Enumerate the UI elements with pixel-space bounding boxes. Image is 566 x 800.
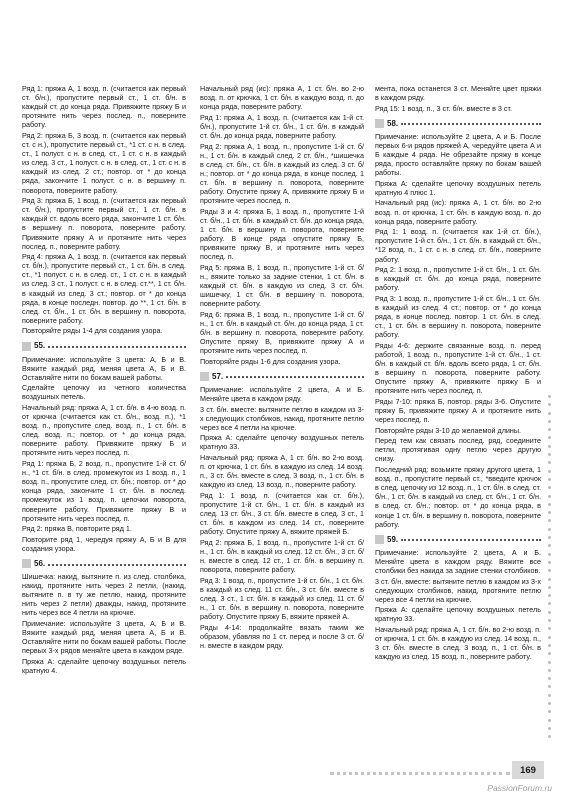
decorative-dot [548, 528, 551, 531]
section-marker-icon [22, 559, 31, 568]
decorative-dot [548, 619, 551, 622]
paragraph: Пряжа А: сделайте цепочку воздушных петель кратную 33. [200, 433, 364, 452]
decorative-dot [548, 677, 551, 680]
decorative-dot [548, 578, 551, 581]
paragraph: Ряд 1: 1 возд. п. (считается как 1-й ст. б/н.), пропустите 1-й ст. б/н., 1 ст. б/н. в каждый ст. б/н., *12 возд. п., 1 ст. с н. в след. ст. б/н., поверните работу. [375, 227, 541, 264]
decorative-dot [548, 627, 551, 630]
decorative-dot [548, 553, 551, 556]
paragraph: Пряжа А: сделайте цепочку воздушных петель кратную 33. [375, 605, 541, 624]
dotted-rule [401, 119, 541, 125]
decorative-dot [548, 685, 551, 688]
decorative-dot [548, 519, 551, 522]
paragraph: Ряд 4: пряжа А, 1 возд. п. (считается как первый ст. б/н.), пропустите первый ст., 1 ст. б/н. в след. ст., *1 полуст. с н. в след. ст., 1 ст. с н. в каждый из след. 3 ст., 1 полуст. с н. в след. ст.**, 1 ст. б/н. в каждый из след. 3 ст.; повтор. от * до конца ряда, в конце последн. повтор. до **, 1 ст. б/н. в след. ст. б/н., 1 ст. б/н. в вершину п. поворота, поверните работу. [22, 252, 186, 325]
paragraph: Ряды 4-14: продолжайте вязать таким же образом, убавляя по 1 ст. перед и после 3 ст. б/н. вместе в каждом ряду. [200, 622, 364, 650]
paragraph: Ряд 2: пряжа Б, 1 возд. п., пропустите 1-й ст. б/н., 1 ст. б/н. в каждый из след. 12 ст. б/н., 3 ст. б/н. вместе в след. 12 ст., 1 ст. б/н. в вершину п. поворота, поверните работу. [200, 537, 364, 575]
decorative-dot [548, 511, 551, 514]
decorative-dot [548, 403, 551, 406]
paragraph: Ряды 3 и 4: пряжа Б, 1 возд. п., пропустите 1-й ст. б/н., 1 ст. б/н. в каждый ст. б/н. до конца ряда, 1 ст. б/н. в вершину п. поворота, поверните работу. В конце ряда опустите пряжу Б, привяжите пряжу В, и протяните нить через послед. п. [200, 206, 364, 262]
decorative-dot-row [330, 772, 510, 779]
paragraph: Ряд 5: пряжа В, 1 возд. п., пропустите 1-й ст. б/н., вяжите только за задние стенки, 1 ст. б/н. в каждый ст. б/н. в каждую из след. 3 ст. б/н. шишечку, 1 ст. б/н. в вершину п. поворота, поверните работу. [200, 262, 364, 309]
decorative-dot [548, 395, 551, 398]
paragraph: Ряд 15: 1 возд. п., 3 ст. б/н. вместе в 3 ст. [375, 103, 513, 113]
text-column-1 [22, 84, 186, 677]
decorative-dot [548, 636, 551, 639]
decorative-dot [548, 702, 551, 705]
paragraph: Ряд 2: 1 возд. п., пропустите 1-й ст. б/н., 1 ст. б/н. в каждый ст. б/н. до конца ряда, поверните работу. [375, 265, 541, 293]
decorative-dot [548, 428, 551, 431]
paragraph: 3 ст. б/н. вместе: вытяните петлю в каждом из 3-х следующих столбиков, накид, протяните петлю через все 4 петли на крючке. [200, 404, 364, 432]
decorative-dot [548, 461, 551, 464]
decorative-dot [548, 710, 551, 713]
decorative-dot [548, 445, 551, 448]
paragraph: Повторяйте ряды 1-6 для создания узора. [200, 356, 341, 366]
section-marker-icon [22, 342, 31, 351]
decorative-dot [548, 561, 551, 564]
decorative-dot [548, 420, 551, 423]
paragraph: Начальный ряд: пряжа А, 1 ст. б/н. в 4-ю возд. п. от крючка (считается как ст. б/н., возд. п.), *1 возд. п., пропустите след. возд. п., 1 ст. б/н. в след. возд. п.; повтор. от * до конца ряда, поверните работу. Привяжите пряжу Б и протяните нить через послед. п. [22, 403, 186, 458]
paragraph: Пряжа А: сделайте цепочку воздушных петель кратную 4 плюс 1. [375, 178, 541, 197]
text-column-3 [375, 84, 541, 663]
decorative-dot [548, 569, 551, 572]
section-heading-59: 59. [375, 534, 541, 545]
paragraph: Начальный ряд (ис): пряжа А, 1 ст. б/н. во 2-ю возд. п. от крючка, 1 ст. б/н. в каждую возд. п. до конца ряда, поверните работу. [375, 198, 541, 226]
decorative-dot [548, 727, 551, 730]
paragraph: мента, пока останется 3 ст. Меняйте цвет пряжи в каждом ряду. [375, 84, 541, 103]
paragraph: Начальный ряд: пряжа А, 1 ст. б/н. во 2-ю возд. п. от крючка, 1 ст. б/н. в каждую из след. 14 возд. п., 3 ст. б/н. вместе в след. 3 возд. п., 1 ст. б/н. в каждую из след. 15 возд. п., поверните работу. [375, 624, 541, 662]
paragraph: Ряд 3: пряжа Б, 1 возд. п. (считается как первый ст. б/н.), пропустите первый ст., 1 ст. б/н. в каждый ст. вдоль всего ряда, закончите 1 ст. б/н. в вершину п. поворота, поверните работу. Привяжите пряжу А и протяните нить через послед. п., поверните работу. [22, 196, 186, 251]
section-marker-icon [375, 535, 384, 544]
decorative-dot [548, 694, 551, 697]
paragraph: Ряд 3: 1 возд. п., пропустите 1-й ст. б/н., 1 ст. б/н. в каждый из след. 4 ст.; повтор. от * до конца ряда, в конце послед. повтор. 1 ст. б/н. в след. ст., 1 ст. б/н. в вершину п. поворота, поверните работу. [375, 293, 541, 340]
paragraph: Повторяйте ряды 1-4 для создания узора. [22, 326, 163, 336]
paragraph: Ряд 2: пряжа Б, 3 возд. п. (считается как первый ст. с н.), пропустите первый ст., *1 ст. с н. в след. ст., 1 полуст. с н. в след. ст., 1 ст. с н. в каждый из след. 3 ст., 1 полуст. с н. в след. ст., 1 ст. с н. в каждый из след. 2 ст.; повтор. от * до конца ряда, закончите 1 полуст. с н. в вершину п. поворота, поверните работу. [22, 130, 186, 195]
paragraph: Ряды 7-10: пряжа Б, повтор. ряды 3-6. Опустите пряжу Б, привяжите пряжу А и протяните нить через послед. п. [375, 396, 541, 425]
section-heading-56: 56. [22, 558, 186, 569]
dotted-rule [48, 342, 186, 348]
paragraph: Ряд 1: 1 возд. п. (считается как ст. б/н.), пропустите 1-й ст. б/н., 1 ст. б/н. в каждый из след. 13 ст. б/н., 3 ст. б/н. вместе в след. 3 ст., 1 ст. б/н. в каждом из след. 14 ст., поверните работу. Опустите пряжу А, вяжите пряжей Б. [200, 490, 364, 537]
decorative-dot [548, 470, 551, 473]
decorative-dot [548, 611, 551, 614]
paragraph: Ряд 6: пряжа В, 1 возд. п., пропустите 1-й ст. б/н., 1 ст. б/н. в каждый ст. б/н. до конца ряда, 1 ст. б/н. в вершину п. поворота, поверните работу. Опустите пряжу В, привяжите пряжу А и протяните нить через послед. п. [200, 309, 364, 356]
decorative-dot [548, 602, 551, 605]
decorative-dot [548, 495, 551, 498]
paragraph: Начальный ряд (ис): пряжа А, 1 ст. б/н. во 2-ю возд. п. от крючка, 1 ст. б/н. в каждую возд. п. до конца ряда, поверните работу. [200, 84, 364, 112]
dotted-rule [401, 535, 541, 541]
decorative-dot-column [548, 395, 556, 738]
paragraph: 3 ст. б/н. вместе: вытяните петлю в каждом из 3-х следующих столбиков, накид, протяните петлю через все 4 петли на крючке. [375, 576, 541, 604]
paragraph: Последний ряд: возьмите пряжу другого цвета, 1 возд. п., пропустите первый ст., *введите крючок в след. цепочку из 12 возд. п., 1 ст. б/н. в след. ст. б/н., 1 ст. б/н. в каждый из след. ст. б/н., 1 ст. б/н. в след. ст. б/н.; повтор. от * до конца ряда, в конце 1 ст. б/н. в вершину п. поворота, поверните работу. [375, 465, 541, 529]
decorative-dot [548, 594, 551, 597]
section-heading-58: 58. [375, 118, 541, 129]
decorative-dot [548, 412, 551, 415]
section-marker-icon [375, 119, 384, 128]
paragraph: Ряд 2: пряжа А, 1 возд. п., пропустите 1-й ст. б/н., 1 ст. б/н. в каждый след. 2 ст. б/н., *шишечка в след. ст. б/н., ст. б/н. в каждый из след. 3 ст. б/н.; повтор. от * до конца ряда, в конце послед. 1 ст. б/н. в вершину п. поворота, поверните работу. Опустите пряжу А, привяжите пряжу Б и протяните через послед. п. [200, 141, 364, 206]
paragraph: Ряд 1: пряжа Б, 2 возд. п., пропустите 1-й ст. б/н., *1 ст. б/н. в след. промежуток из 1 возд. п., 1 возд. п., пропустите след. ст. б/н.; повтор. от * до конца ряда, закончите 1 ст. б/н. в послед. промежуток из 1 возд. п. цепочки поворота, поверните работу. Привяжите пряжу В и протяните нить через послед. п. [22, 459, 186, 523]
paragraph: Повторяйте ряды 3-10 до желаемой длины. [375, 425, 522, 435]
decorative-dot [548, 478, 551, 481]
paragraph: Шишечка: накид, вытяните п. из след. столбика, накид, протяните нить через 2 петли, (накид, вытяните п. в ту же петлю, накид, протяните нить через 2 петли) дважды, накид, протяните нить через все 4 петли на крючке. [22, 572, 186, 618]
section-heading-57: 57. [200, 371, 364, 382]
decorative-dot [548, 669, 551, 672]
decorative-dot [548, 503, 551, 506]
decorative-dot [548, 719, 551, 722]
section-heading-55: 55. [22, 341, 186, 352]
paragraph: Ряд 1: пряжа А, 1 возд. п. (считается как 1-й ст. б/н.), пропустите 1-й ст. б/н., 1 ст. б/н. в каждый ст. б/н. до конца ряда, поверните работу. [200, 112, 364, 140]
decorative-dot [548, 453, 551, 456]
paragraph: Пряжа А: сделайте цепочку воздушных петель кратную 4. [22, 656, 186, 675]
watermark: PassionForum.ru [487, 783, 552, 793]
decorative-dot [548, 644, 551, 647]
paragraph: Ряд 1: пряжа А, 1 возд. п. (считается как первый ст. б/н.), пропустите первый ст., 1 ст. б/н. в каждый ст. до конца ряда. Привяжите пряжу Б и протяните нить через послед. п., поверните работу. [22, 84, 186, 130]
dotted-rule [226, 372, 364, 378]
paragraph: Ряд 2: пряжа В, повторите ряд 1. [22, 524, 132, 534]
paragraph: Примечание: используйте 2 цвета, А и Б. Меняйте цвета в каждом ряду. [200, 384, 364, 403]
decorative-dot [548, 436, 551, 439]
paragraph: Начальный ряд: пряжа А, 1 ст. б/н. во 2-ю возд. п. от крючка, 1 ст. б/н. в каждую из след. 14 возд. п., 3 ст. б/н. вместе в след. 3 возд. п., 1 ст. б/н. в каждую из след. 13 возд. п., поверните работу. [200, 452, 364, 490]
paragraph: Повторите ряд 1, чередуя пряжу А, Б и В для создания узора. [22, 534, 186, 553]
decorative-dot [548, 486, 551, 489]
paragraph: Ряды 4-6: держите связанные возд. п. перед работой, 1 возд. п., пропустите 1-й ст. б/н., 1 ст. б/н. в каждый ст. б/н. вдоль всего ряда, 1 ст. б/н. в вершину п. поворота, поверните работу. Опустите пряжу А, привяжите пряжу Б и протяните нить через послед. п. [375, 340, 541, 396]
decorative-dot [548, 735, 551, 738]
paragraph: Сделайте цепочку из четного количества воздушных петель. [22, 383, 186, 402]
decorative-dot [548, 536, 551, 539]
decorative-dot [548, 652, 551, 655]
paragraph: Примечание: используйте 3 цвета: А, Б и В. Вяжите каждый ряд, меняя цвета А, Б и В. Оставляйте нити по бокам вашей работы. [22, 354, 186, 382]
paragraph: Примечание: используйте 2 цвета, А и Б. После первых 6-и рядов пряжей А, чередуйте цвета А и Б каждые 4 ряда. Не обрезайте пряжу в конце ряда, просто оставляйте пряжу по бокам вашей работы. [375, 131, 541, 178]
decorative-dot [548, 544, 551, 547]
text-column-2 [200, 84, 364, 651]
section-marker-icon [200, 372, 209, 381]
decorative-dot [548, 661, 551, 664]
decorative-dot [548, 586, 551, 589]
paragraph: Перед тем как связать послед. ряд, соедините петли, протягивая одну петлю через другую снизу. [375, 436, 541, 464]
page-number: 169 [512, 761, 544, 779]
paragraph: Ряд 3: 1 возд. п., пропустите 1-й ст. б/н., 1 ст. б/н. в каждый из след. 11 ст. б/н., 3 ст. б/н. вместе в след. 3 ст., 1 ст. б/н. в каждый из след. 11 ст. б/н., 1 ст. б/н. в вершину п. поворота, поверните работу. Опустите пряжу Б, вяжите пряжей А. [200, 575, 364, 622]
dotted-rule [48, 560, 186, 566]
paragraph: Примечание: используйте 2 цвета, А и Б. Меняйте цвета в каждом ряду. Вяжите все столбики без накида за задние стенки столбиков. [375, 547, 541, 575]
paragraph: Примечание: используйте 3 цвета, А, Б и В. Вяжите каждый ряд, меняя цвета А, Б и В. Оставляйте нити по бокам вашей работы. После первых 3-х рядов меняйте цвета в каждом ряде. [22, 618, 186, 656]
